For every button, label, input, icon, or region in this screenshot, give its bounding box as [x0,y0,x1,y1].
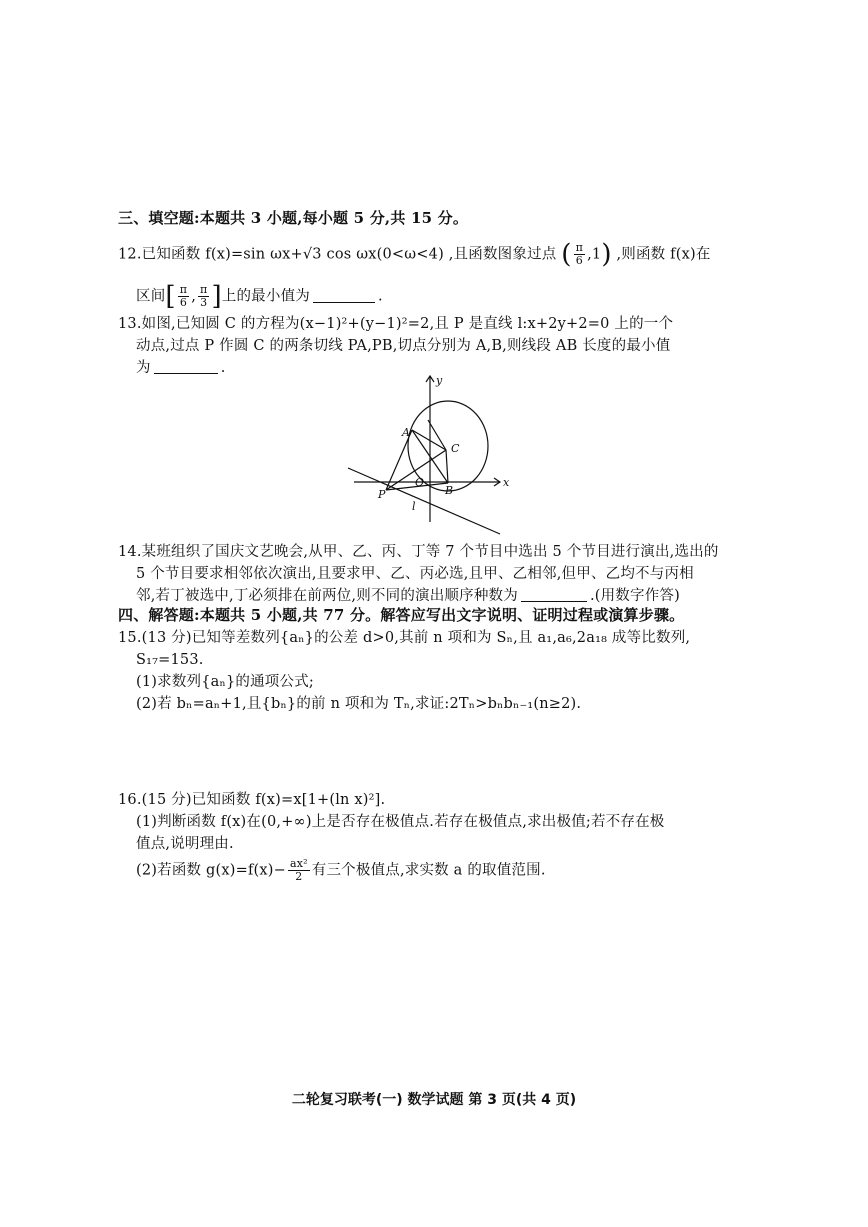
q12-line2-start: 区间 [136,288,166,305]
fraction-b: $\frac{\pi}{3}$ [200,283,208,309]
question-15-line-1: 15.(13 分)已知等差数列{aₙ}的公差 d>0,其前 n 项和为 Sₙ,且 a₁,a₆,2a₁₈ 成等比数列, [118,630,691,646]
page-footer: 二轮复习联考(一) 数学试题 第 3 页(共 4 页) [291,1092,577,1108]
segment-ac [412,430,446,450]
q13-line3-start: 为 [136,360,151,376]
label-a: A [402,426,410,439]
question-16-part-1: (1)判断函数 f(x)在(0,+∞)上是否存在极值点.若存在极值点,求出极值;若不存在极 [136,814,665,830]
q12-period: . [377,288,383,305]
label-p: P [378,488,386,501]
fraction-pi-6: $\frac{\pi}{6}$ [575,241,584,267]
label-b: B [445,484,454,497]
q12-part3: ,则函数 f(x)在 [616,246,711,263]
question-15-part-1: (1)求数列{aₙ}的通项公式; [136,674,314,690]
bracket-right: ] [211,281,222,312]
fraction-ax2-2: $\frac{\text{ax²}}{2}$ [289,857,308,883]
paren-left: ( [561,239,572,270]
geometry-figure [340,372,520,540]
segment-cb [446,450,448,483]
answer-blank-13[interactable] [154,359,218,374]
segment-aux [428,420,446,450]
answer-blank-14[interactable] [521,587,587,602]
q14-line3-end: .(用数字作答) [589,588,680,604]
question-13-line-2: 动点,过点 P 作圆 C 的两条切线 PA,PB,切点分别为 A,B,则线段 AB 长度的最小值 [136,338,671,354]
question-15-part-2: (2)若 bₙ=aₙ+1,且{bₙ}的前 n 项和为 Tₙ,求证:2Tₙ>bₙbₙ₋₁(n≥2). [136,696,582,712]
question-14-line-2: 5 个节目要求相邻依次演出,且要求甲、乙、丙必选,且甲、乙相邻,但甲、乙均不与丙相 [136,566,694,582]
bracket-left: [ [165,281,176,312]
label-o: O [415,476,425,489]
question-14-line-3 [136,586,680,606]
answer-blank-12[interactable] [313,288,375,303]
q12-part2: ,且函数图象过点 [448,246,557,263]
question-14-line-1: 14.某班组织了国庆文艺晚会,从甲、乙、丙、丁等 7 个节目中选出 5 个节目进行演出,选出的 [118,544,719,560]
question-13-line-1: 13.如图,已知圆 C 的方程为(x−1)²+(y−1)²=2,且 P 是直线 l:x+2y+2=0 上的一个 [118,316,674,332]
question-15-line-2: S₁₇=153. [136,652,204,668]
question-16-part-1-cont: 值点,说明理由. [136,836,234,852]
section-3-title: 三、填空题:本题共 3 小题,每小题 5 分,共 15 分。 [118,209,469,227]
q12-part1: 12.已知函数 [118,246,201,263]
question-13-line-3 [136,358,226,378]
q12-point-rest: ,1 [587,246,602,263]
q16-line4-start: (2)若函数 g(x)=f(x)− [136,862,286,879]
q13-line3-end: . [220,360,226,376]
label-l: l [412,500,416,513]
section-4-title: 四、解答题:本题共 5 小题,共 77 分。解答应写出文字说明、证明过程或演算步骤。 [118,606,685,624]
q14-line3-start: 邻,若丁被选中,丁必须排在前两位,则不同的演出顺序种数为 [136,588,518,604]
question-16-line-1: 16.(15 分)已知函数 f(x)=x[1+(ln x)²]. [118,792,386,808]
question-16-part-2 [136,858,546,883]
question-12-line-2: 区间[ $\frac{\pi}{6}$ , $\frac{\pi}{3}$ ]上的最小值为 . [136,281,383,312]
q16-line4-end: 有三个极值点,求实数 a 的取值范围. [311,862,546,879]
label-x: x [503,476,510,489]
q12-func: f(x)=sin ωx+√3 cos ωx(0<ω<4) [205,246,444,263]
question-12-line-1 [118,239,711,270]
label-y: y [436,374,443,387]
paren-right: ) [601,239,612,270]
fraction-a: $\frac{\pi}{6}$ [179,283,188,309]
label-c: C [451,442,460,455]
q12-line2-end: 上的最小值为 [221,288,310,305]
